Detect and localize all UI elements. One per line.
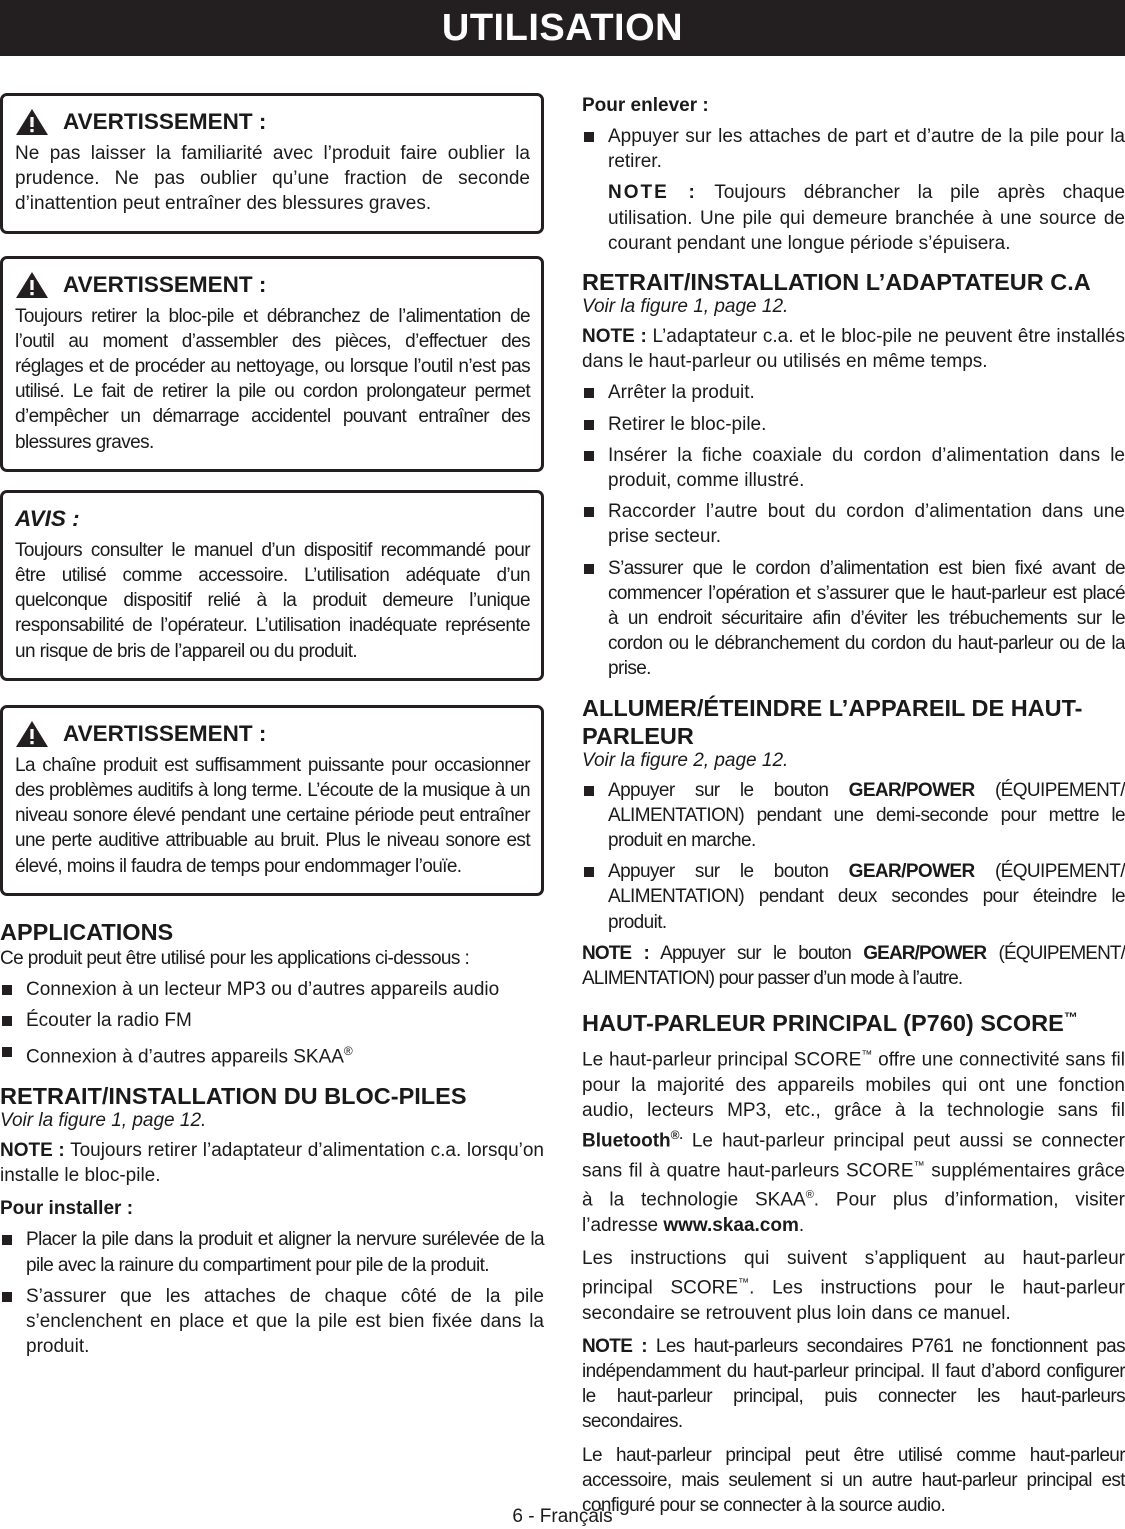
battery-note: NOTE : Toujours retirer l’adaptateur d’alimentation c.a. lorsqu’on installe le bloc-pile. bbox=[0, 1140, 544, 1187]
score-heading: HAUT-PARLEUR PRINCIPAL (P760) SCORE™ bbox=[582, 1009, 1078, 1037]
warning-title: AVERTISSEMENT : bbox=[15, 108, 530, 136]
right-column bbox=[582, 93, 1125, 1518]
score-paragraph-2: Les instructions qui suivent s’appliquent au haut-parleur principal SCORE™. Les instructions pour le haut-parleur secondaire se retrouvent plus loin dans ce manuel. bbox=[582, 1247, 1125, 1324]
warning-text: La chaîne produit est suffisamment puissante pour occasionner des problèmes auditifs à long terme. L’écoute de la musique à un niveau sonore élevé pendant une certaine période peut entraîner une perte auditive attribuable au bruit. Plus le niveau sonore est élevé, moins il faudra de temps pour endommager l’ouïe. bbox=[15, 754, 530, 877]
applications-list bbox=[0, 977, 544, 1070]
warning-box-1 bbox=[0, 93, 544, 234]
adapter-figure-ref: Voir la figure 1, page 12. bbox=[582, 296, 789, 318]
notice-box bbox=[0, 490, 544, 681]
list-item: Arrêter la produit. bbox=[582, 380, 1125, 405]
warning-box-3 bbox=[0, 705, 544, 896]
power-list bbox=[582, 778, 1125, 935]
bullet-square-icon bbox=[2, 985, 12, 995]
list-item: Connexion à d’autres appareils SKAA® bbox=[0, 1039, 544, 1070]
bullet-square-icon bbox=[584, 507, 594, 517]
bullet-square-icon bbox=[2, 1235, 12, 1245]
bullet-square-icon bbox=[584, 420, 594, 430]
notice-text: Toujours consulter le manuel d’un dispositif recommandé pour être utilisé comme accessoire. L’utilisation adéquate d’un quelconque dispositif relié à la produit demeure l’unique responsabilité de l’opérateur. L’utilisation inadéquate représente un risque de bris de l’appareil ou du produit. bbox=[15, 539, 530, 662]
bullet-square-icon bbox=[584, 451, 594, 461]
list-item: Placer la pile dans la produit et aligner la nervure surélevée de la pile avec la rainure du compartiment pour pile de la produit. bbox=[0, 1227, 544, 1277]
list-item: Appuyer sur le bouton GEAR/POWER (ÉQUIPEMENT/ ALIMENTATION) pendant deux secondes pour éteindre le produit. bbox=[582, 859, 1125, 935]
warning-triangle-icon bbox=[15, 271, 49, 299]
remove-list bbox=[582, 124, 1125, 174]
power-heading: ALLUMER/ÉTEINDRE L’APPAREIL DE HAUT-PARLEUR bbox=[582, 694, 1083, 749]
list-item: S’assurer que le cordon d’alimentation est bien fixé avant de commencer l’opération et s’assurer que le haut-parleur est placé à un endroit sécuritaire afin d’éviter les trébuchements sur le cordon ou le débranchement du cordon du haut-parleur ou de la prise. bbox=[582, 556, 1125, 682]
list-item: Écouter la radio FM bbox=[0, 1008, 544, 1033]
list-item: S’assurer que les attaches de chaque côté de la pile s’enclenchent en place et que la pile est bien fixée dans la produit. bbox=[0, 1284, 544, 1360]
bullet-square-icon bbox=[2, 1047, 12, 1057]
remove-heading: Pour enlever : bbox=[582, 95, 709, 116]
adapter-heading: RETRAIT/INSTALLATION L’ADAPTATEUR C.A bbox=[582, 269, 1091, 296]
warning-title: AVERTISSEMENT : bbox=[15, 720, 530, 748]
warning-title: AVERTISSEMENT : bbox=[15, 271, 530, 299]
warning-text: Ne pas laisser la familiarité avec l’produit faire oublier la prudence. Ne pas oublier qu’une fraction de seconde d’inattention peut entraîner des blessures graves. bbox=[15, 143, 530, 215]
list-item: Appuyer sur les attaches de part et d’autre de la pile pour la retirer. bbox=[582, 124, 1125, 174]
list-item: Retirer le bloc-pile. bbox=[582, 412, 1125, 437]
battery-heading: RETRAIT/INSTALLATION DU BLOC-PILES bbox=[0, 1083, 467, 1109]
score-paragraph-1: Le haut-parleur principal SCORE™ offre une connectivité sans fil pour la majorité des appareils mobiles qui ont une fonction audio, lecteurs MP3, etc., grâce à la technologie sans fil Bluetooth®. Le haut-parleur principal peut aussi se connecter sans fil à quatre haut-parleurs SCORE™ supplémentaires grâce à la technologie SKAA®. Pour plus d’information, visiter l’adresse www.skaa.com. bbox=[582, 1049, 1125, 1236]
left-column bbox=[0, 93, 544, 1365]
bullet-square-icon bbox=[584, 388, 594, 398]
warning-triangle-icon bbox=[15, 720, 49, 748]
bullet-square-icon bbox=[584, 786, 594, 796]
remove-note: NOTE : Toujours débrancher la pile après chaque utilisation. Une pile qui demeure branchée à une source de courant pendant une longue période s’épuisera. bbox=[608, 182, 1125, 254]
list-item: Appuyer sur le bouton GEAR/POWER (ÉQUIPEMENT/ ALIMENTATION) pendant une demi-seconde pour mettre le produit en marche. bbox=[582, 778, 1125, 854]
page-footer: 6 - Français bbox=[512, 1506, 613, 1527]
score-note: NOTE : Les haut-parleurs secondaires P761 ne fonctionnent pas indépendamment du haut-parleur principal. Il faut d’abord configurer le haut-parleur principal, puis connecter les haut-parleurs secondaires. bbox=[582, 1335, 1125, 1433]
install-list bbox=[0, 1227, 544, 1359]
list-item: Connexion à un lecteur MP3 ou d’autres appareils audio bbox=[0, 977, 544, 1002]
bullet-square-icon bbox=[584, 132, 594, 142]
adapter-note: NOTE : L’adaptateur c.a. et le bloc-pile ne peuvent être installés dans le haut-parleur ou utilisés en même temps. bbox=[582, 326, 1125, 373]
bullet-square-icon bbox=[2, 1292, 12, 1302]
page-header: UTILISATION bbox=[0, 0, 1125, 56]
list-item: Insérer la fiche coaxiale du cordon d’alimentation dans le produit, comme illustré. bbox=[582, 443, 1125, 493]
applications-heading: APPLICATIONS bbox=[0, 918, 174, 945]
score-paragraph-3: Le haut-parleur principal peut être utilisé comme haut-parleur accessoire, mais seulement si un autre haut-parleur principal est configuré pour se connecter à la source audio. bbox=[582, 1444, 1125, 1516]
warning-triangle-icon bbox=[15, 108, 49, 136]
warning-box-2 bbox=[0, 256, 544, 472]
skaa-link[interactable]: www.skaa.com bbox=[663, 1214, 799, 1236]
applications-intro: Ce produit peut être utilisé pour les applications ci-dessous : bbox=[0, 947, 470, 969]
adapter-list bbox=[582, 380, 1125, 681]
list-item: Raccorder l’autre bout du cordon d’alimentation dans une prise secteur. bbox=[582, 499, 1125, 549]
power-note: NOTE : Appuyer sur le bouton GEAR/POWER (ÉQUIPEMENT/ ALIMENTATION) pour passer d’un mode à l’autre. bbox=[582, 942, 1125, 990]
warning-text: Toujours retirer la bloc-pile et débranchez de l’alimentation de l’outil au moment d’assembler des pièces, d’effectuer des réglages et de procéder au nettoyage, ou lorsque l’outil n’est pas utilisé. Le fait de retirer la pile ou cordon prolongateur permet d’empêcher un démarrage accidentel pouvant entraîner des blessures graves. bbox=[15, 305, 530, 453]
battery-figure-ref: Voir la figure 1, page 12. bbox=[0, 1110, 207, 1131]
bullet-square-icon bbox=[2, 1016, 12, 1026]
power-figure-ref: Voir la figure 2, page 12. bbox=[582, 749, 789, 771]
install-heading: Pour installer : bbox=[0, 1198, 134, 1220]
bullet-square-icon bbox=[584, 867, 594, 877]
bullet-square-icon bbox=[584, 564, 594, 574]
notice-title: AVIS : bbox=[15, 505, 80, 531]
